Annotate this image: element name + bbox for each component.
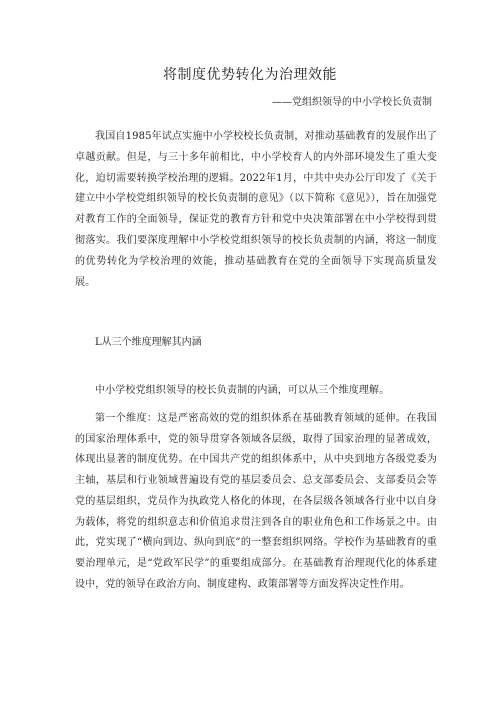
document-title: 将制度优势转化为治理效能 [163, 67, 337, 83]
paragraph-summary: 中小学校党组织领导的校长负责制的内涵，可以从三个维度理解。 [95, 385, 390, 396]
paragraph-intro: 我国自1985年试点实施中小学校校长负责制，对推动基础教育的发展作出了卓越贡献。但是，与三十多年前相比，中小学校育人的内外部环境发生了重大变化，迫切需要转换学校治理的逻辑。2022年1月，中共中央办公厅印发了《关于建立中小学校党组织领导的校长负责制的意见》（以下简称《意见》），旨在加强党对教育工作的全面领导，保证党的教育方针和党中央决策部署在中小学校得到贯彻落实。我们要深度理解中小学校党组织领导的校长负责制的内涵，将这一制度的优势转化为学校治理的效能，推动基础教育在党的全面领导下实现高质量发展。 [75, 131, 437, 288]
section-heading: L从三个维度理解其内涵 [95, 337, 202, 348]
paragraph-dimension-one: 第一个维度：这是严密高效的党的组织体系在基础教育领域的延伸。在我国的国家治理体系中，党的领导贯穿各领域各层级，取得了国家治理的显著成效，体现出显著的制度优势。在中国共产党的组织体系中，从中央到地方各级党委为主轴，基层和行业领域普遍设有党的基层委员会、总支部委员会、支部委员会等党的基层组织，党员作为执政党人格化的体现，在各层级各领域各行业中以自身为载体，将党的组织意志和价值追求贯注到各自的职业角色和工作场景之中。由此，党实现了“横向到边、纵向到底”的一整套组织网络。学校作为基础教育的重要治理单元，是“党政军民学”的重要组成部分。在基础教育治理现代化的体系建设中，党的领导在政治方向、制度建构、政策部署等方面发挥决定性作用。 [75, 413, 437, 590]
document-subtitle: ——党组织领导的中小学校长负责制 [272, 97, 432, 108]
